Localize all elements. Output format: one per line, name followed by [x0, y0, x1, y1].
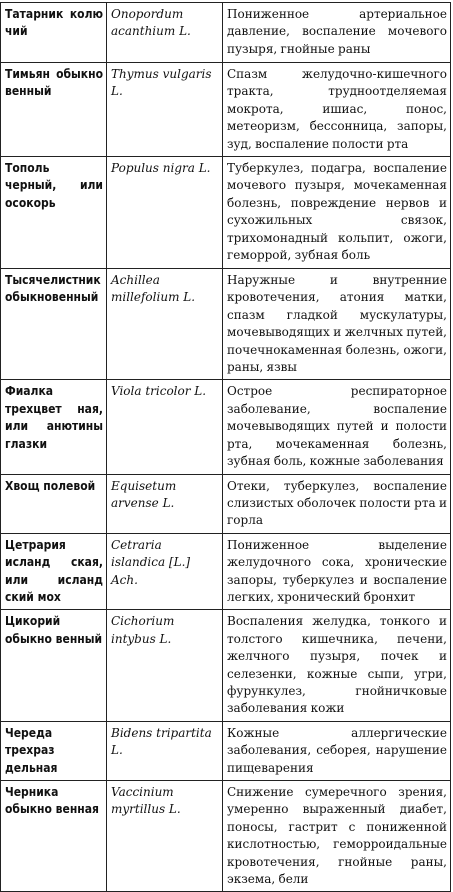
indications: Спазм желудочно-кишечного тракта, трудноотделяемая мокрота, ишиас, понос, метеоризм, бессонница, запоры, зуд, воспаление полости рта	[223, 63, 451, 157]
latin-name: Vaccinium myrtillus L.	[107, 781, 223, 892]
plant-name: Цикорий обыкно венный	[1, 610, 107, 721]
plant-name: Хвощ полевой	[1, 474, 107, 533]
plant-name: Череда трехраз дельная	[1, 721, 107, 780]
table-row	[1, 721, 451, 780]
latin-name: Equisetum arvense L.	[107, 474, 223, 533]
table-row	[1, 474, 451, 533]
table-row	[1, 533, 451, 610]
table-row	[1, 610, 451, 721]
latin-name: Viola tricolor L.	[107, 380, 223, 474]
indications: Кожные аллергические заболевания, себорея, нарушение пищеварения	[223, 721, 451, 780]
plant-name: Тополь черный, или осокорь	[1, 157, 107, 269]
indications: Снижение сумеречного зрения, умеренно выраженный диабет, поносы, гастрит с пониженной кислотностью, геморроидальные кровотечения, гнойные раны, экзема, бели	[223, 781, 451, 892]
indications: Отеки, туберкулез, воспаление слизистых оболочек полости рта и горла	[223, 474, 451, 533]
latin-name: Cetraria islandica [L.] Ach.	[107, 533, 223, 610]
indications: Пониженное выделение желудочного сока, хронические запоры, туберкулез и воспаление легких, хронический бронхит	[223, 533, 451, 610]
indications: Пониженное артериальное давление, воспаление мочевого пузыря, гнойные раны	[223, 3, 451, 63]
table-row	[1, 380, 451, 474]
latin-name: Bidens tripartita L.	[107, 721, 223, 780]
indications: Острое респираторное заболевание, воспаление мочевыводящих путей и полости рта, мочекаменная болезнь, зубная боль, кожные заболевания	[223, 380, 451, 474]
table-row	[1, 63, 451, 157]
plants-table	[0, 2, 451, 892]
latin-name: Thymus vulgaris L.	[107, 63, 223, 157]
table-row	[1, 781, 451, 892]
table-row	[1, 269, 451, 380]
plant-name: Тысячелистник обыкновенный	[1, 269, 107, 380]
latin-name: Cichorium intybus L.	[107, 610, 223, 721]
plant-name: Тимьян обыкно венный	[1, 63, 107, 157]
indications: Воспаления желудка, тонкого и толстого кишечника, печени, желчного пузыря, почек и селезенки, кожные сыпи, угри, фурункулез, гнойничковые заболевания кожи	[223, 610, 451, 721]
table-row	[1, 157, 451, 269]
latin-name: Onopordum acanthium L.	[107, 3, 223, 63]
plant-name: Фиалка трехцвет ная, или анютины глазки	[1, 380, 107, 474]
plant-name: Татарник колю чий	[1, 3, 107, 63]
latin-name: Populus nigra L.	[107, 157, 223, 269]
plant-name: Черника обыкно венная	[1, 781, 107, 892]
latin-name: Achillea millefolium L.	[107, 269, 223, 380]
indications: Туберкулез, подагра, воспаление мочевого пузыря, мочекаменная болезнь, повреждение нервов и сухожильных связок, трихомонадный кольпит, ожоги, геморрой, зубная боль	[223, 157, 451, 269]
table-row	[1, 3, 451, 63]
indications: Наружные и внутренние кровотечения, атония матки, спазм гладкой мускулатуры, мочевыводящих и желчных путей, почечнокаменная болезнь, ожоги, раны, язвы	[223, 269, 451, 380]
plant-name: Цетрария исланд ская, или исланд ский мох	[1, 533, 107, 610]
